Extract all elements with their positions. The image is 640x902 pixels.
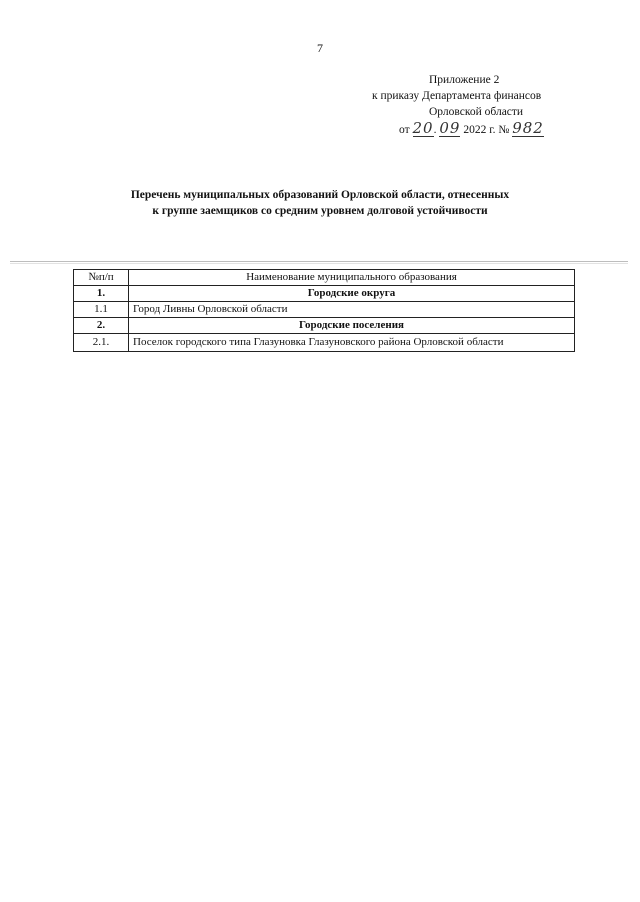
appendix-line-1: Приложение 2 [429, 74, 500, 86]
row-text: Поселок городского типа Глазуновка Глазуновского района Орловской области [129, 334, 575, 352]
municipalities-table [73, 269, 575, 352]
title-line-2: к группе заемщиков со средним уровнем долговой устойчивости [152, 205, 488, 217]
row-number: 2. [74, 318, 129, 334]
header-name: Наименование муниципального образования [129, 270, 575, 286]
row-number: 1. [74, 286, 129, 302]
number-sign: № [498, 124, 510, 136]
appendix-line-3: Орловской области [429, 106, 524, 118]
row-number: 2.1. [74, 334, 129, 352]
table-row [74, 334, 575, 352]
header-number: №п/п [74, 270, 129, 286]
row-number: 1.1 [74, 302, 129, 318]
scan-divider-shadow [10, 263, 628, 264]
appendix-date-line: от 20. 09 2022 г. № 982 [399, 119, 544, 137]
handwritten-order-number: 982 [512, 119, 544, 137]
table-row [74, 286, 575, 302]
handwritten-month: 09 [439, 119, 461, 137]
date-year: 2022 г. [463, 124, 496, 136]
handwritten-day: 20 [412, 119, 434, 137]
page-number: 7 [317, 41, 323, 55]
row-text: Город Ливны Орловской области [129, 302, 575, 318]
title-line-1: Перечень муниципальных образований Орловской области, отнесенных [130, 189, 510, 201]
table-row [74, 318, 575, 334]
table-header-row [74, 270, 575, 286]
appendix-line-2: к приказу Департамента финансов [372, 90, 542, 102]
appendix-block [372, 72, 582, 138]
row-text: Городские округа [129, 286, 575, 302]
scan-divider-line [10, 261, 628, 262]
table-row [74, 302, 575, 318]
row-text: Городские поселения [129, 318, 575, 334]
document-title [60, 187, 580, 219]
date-prefix: от [399, 124, 410, 136]
